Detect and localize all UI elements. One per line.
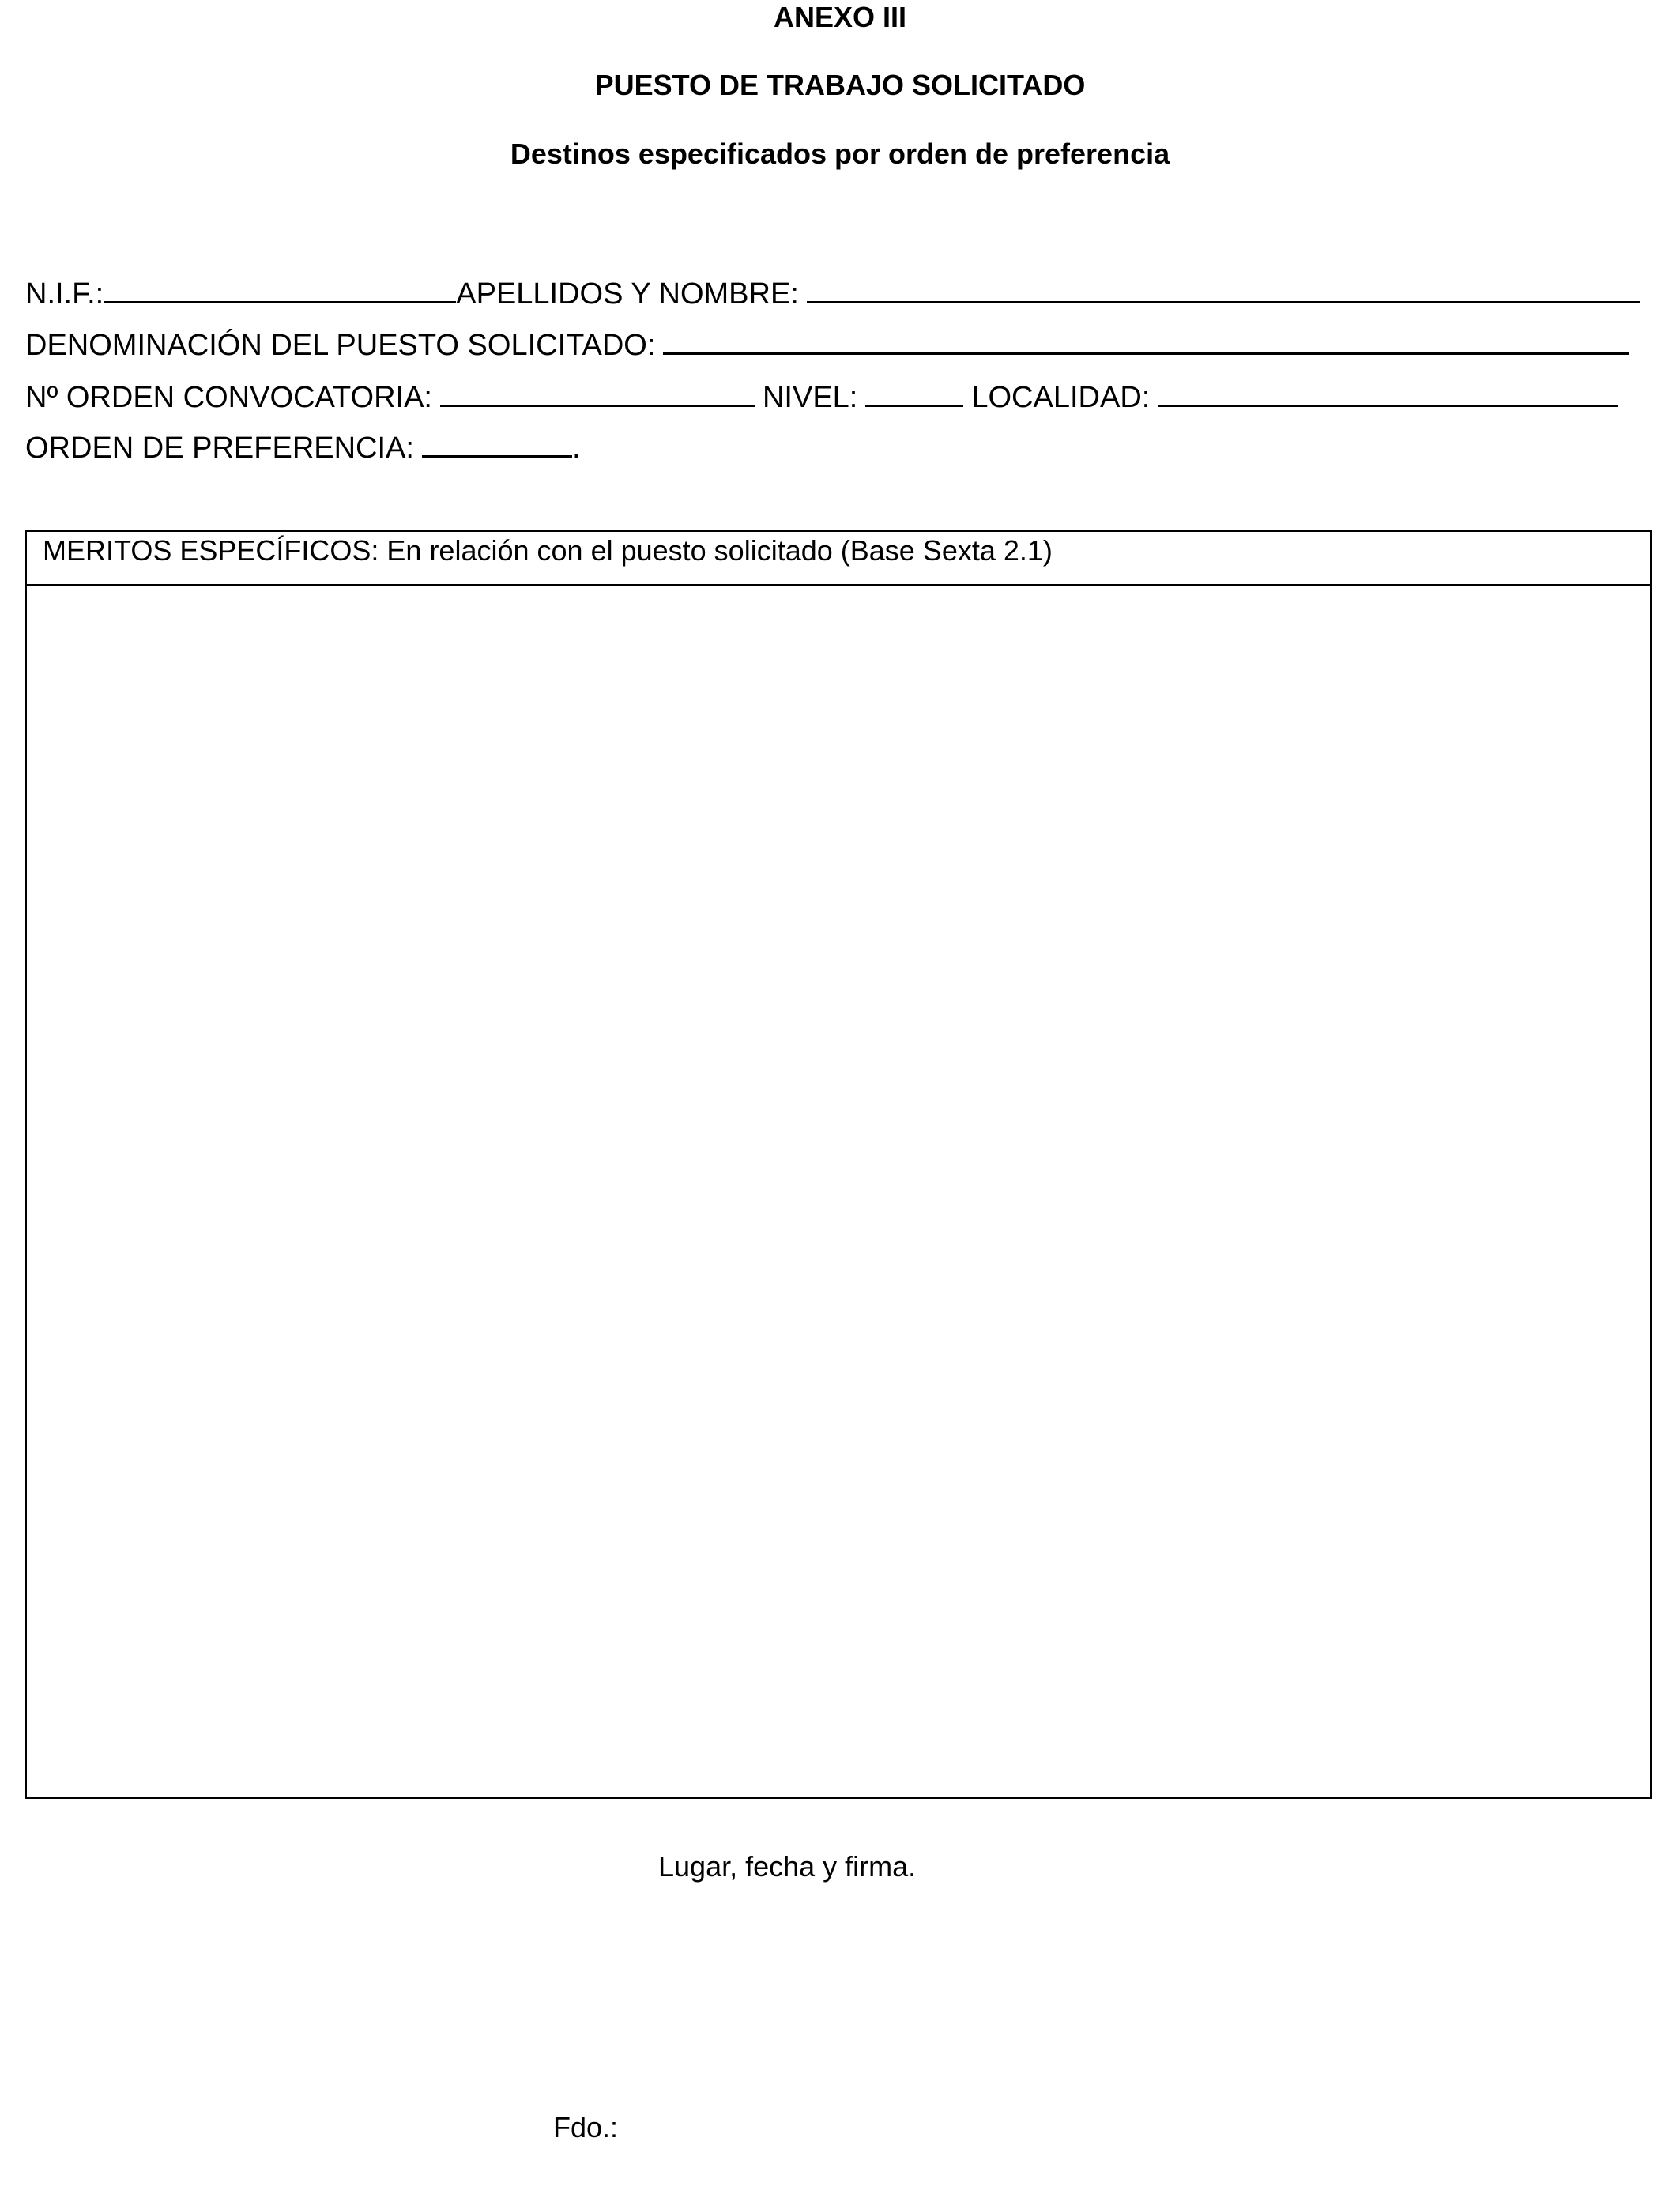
denominacion-label: DENOMINACIÓN DEL PUESTO SOLICITADO: — [25, 329, 656, 362]
document-title: PUESTO DE TRABAJO SOLICITADO — [594, 69, 1086, 101]
localidad-blank[interactable] — [1158, 378, 1618, 407]
orden-nivel-localidad-row — [25, 378, 1618, 414]
orden-preferencia-suffix: . — [571, 432, 581, 465]
meritos-input-area[interactable] — [27, 586, 1650, 1797]
nif-label: N.I.F.: — [25, 277, 104, 311]
name-blank[interactable] — [807, 274, 1640, 303]
orden-preferencia-row — [25, 428, 581, 465]
nivel-blank[interactable] — [865, 378, 963, 407]
meritos-header: MERITOS ESPECÍFICOS: En relación con el puesto solicitado (Base Sexta 2.1) — [27, 532, 1650, 586]
localidad-label: LOCALIDAD: — [971, 381, 1151, 414]
orden-preferencia-blank[interactable] — [422, 428, 572, 458]
nif-name-row — [25, 274, 1640, 311]
orden-convocatoria-label: Nº ORDEN CONVOCATORIA: — [25, 381, 432, 414]
document-subtitle: Destinos especificados por orden de preferencia — [510, 138, 1170, 170]
meritos-box — [25, 530, 1652, 1799]
nivel-label: NIVEL: — [762, 381, 858, 414]
lugar-fecha-firma: Lugar, fecha y firma. — [658, 1850, 917, 1883]
signature-label: Fdo.: — [553, 2111, 619, 2143]
denominacion-blank[interactable] — [663, 326, 1629, 355]
orden-convocatoria-blank[interactable] — [440, 378, 755, 407]
annex-heading: ANEXO III — [773, 1, 907, 33]
denominacion-row — [25, 326, 1629, 362]
nif-blank[interactable] — [104, 274, 456, 303]
orden-preferencia-label: ORDEN DE PREFERENCIA: — [25, 432, 414, 465]
name-label: APELLIDOS Y NOMBRE: — [456, 277, 799, 311]
